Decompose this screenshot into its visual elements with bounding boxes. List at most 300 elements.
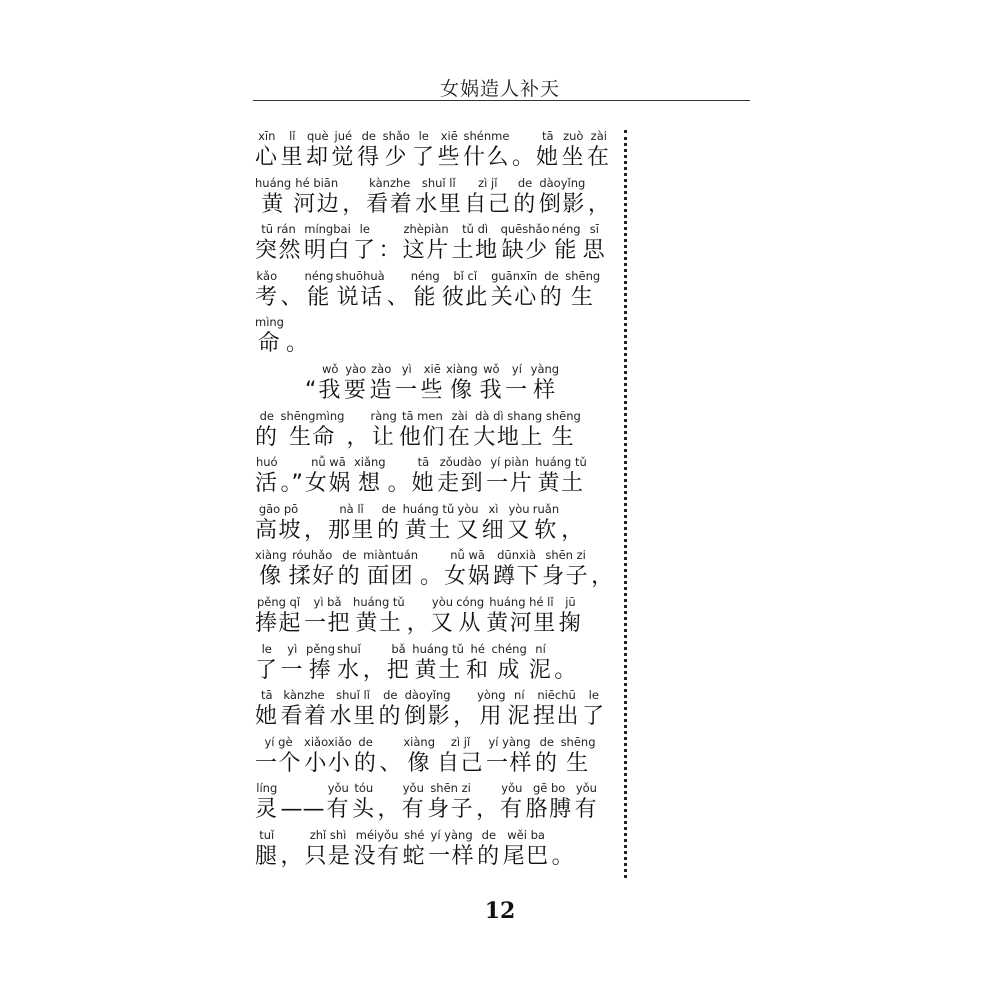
word (415, 175, 462, 218)
hanzi: 高坡 (255, 517, 303, 543)
hanzi: 她 (255, 704, 279, 730)
pinyin: què (306, 129, 329, 143)
word (255, 221, 302, 264)
pinyin: xiǎoxiǎo (304, 734, 352, 749)
pinyin: dà dì shang (475, 408, 543, 423)
hanzi: 看着 (366, 191, 414, 217)
pinyin: de (361, 129, 376, 143)
pinyin (281, 827, 303, 844)
hanzi: 了 (255, 657, 279, 683)
pinyin: shénme (463, 129, 510, 143)
pinyin (388, 454, 410, 471)
hanzi: 活 (255, 471, 279, 497)
hanzi: ， (591, 564, 614, 590)
pinyin: xiàng (445, 361, 478, 376)
pinyin: shuǐ lǐ (336, 688, 370, 703)
hanzi: 只是 (304, 843, 352, 869)
word (403, 827, 427, 870)
hanzi: 一个 (255, 750, 303, 776)
hanzi: 在 (587, 145, 611, 170)
pinyin: ní (514, 688, 525, 703)
word (404, 687, 451, 730)
word (304, 734, 352, 777)
hanzi: 了 (353, 238, 377, 264)
word (437, 734, 484, 777)
hanzi: 走到 (437, 471, 485, 497)
hanzi: 她 (536, 145, 560, 170)
word (255, 268, 279, 311)
word (473, 408, 544, 451)
text-line (255, 827, 617, 874)
pinyin: de (517, 175, 533, 190)
hanzi: ， (453, 704, 476, 730)
pinyin: wǒ (321, 361, 339, 376)
hanzi: 水 (337, 657, 361, 683)
pinyin: xiàng (255, 548, 287, 563)
word (306, 128, 330, 171)
hanzi: 思 (582, 238, 607, 264)
hanzi: 用 (479, 704, 504, 730)
pinyin: niēchū (537, 688, 576, 703)
word (456, 501, 480, 544)
word (508, 687, 532, 730)
word (255, 501, 302, 544)
word (354, 734, 378, 777)
word (533, 501, 559, 544)
hanzi: 身子 (542, 564, 590, 590)
pinyin: zào (371, 361, 392, 376)
text-line (255, 547, 617, 594)
punctuation (378, 780, 400, 823)
hanzi: ， (377, 797, 400, 823)
pinyin: kànzhe (283, 688, 325, 703)
hanzi: 自己 (437, 750, 485, 776)
pinyin: dàoyǐng (539, 175, 586, 190)
word (575, 780, 599, 823)
hanzi: 的 (255, 424, 279, 450)
pinyin: shēng (560, 734, 596, 749)
pinyin: yí (511, 361, 522, 376)
hanzi: 自己 (464, 191, 512, 217)
pinyin: hé (470, 641, 485, 656)
hanzi: 像 (407, 750, 431, 776)
hanzi: 那里 (328, 517, 376, 543)
pinyin: yǒu (327, 781, 349, 796)
hanzi: 在 (447, 424, 472, 450)
pinyin: chéng (491, 641, 527, 656)
pinyin: shǎo (382, 129, 410, 143)
word (503, 827, 550, 870)
pinyin: miàntuán (363, 548, 419, 563)
pinyin: huó (255, 455, 278, 470)
word (328, 501, 375, 544)
text-line (255, 780, 617, 827)
word (539, 175, 586, 218)
pinyin (305, 361, 316, 378)
pinyin (476, 780, 498, 797)
hanzi: 和 (465, 657, 490, 683)
punctuation (407, 594, 429, 637)
pinyin: ní (535, 641, 546, 656)
pinyin: néng (551, 222, 581, 237)
word (289, 547, 336, 590)
pinyin: yǒu (402, 781, 424, 796)
text-line (255, 501, 617, 548)
hanzi: 生命 (288, 424, 336, 450)
word (369, 361, 393, 404)
hanzi: 又 (507, 517, 531, 543)
punctuation (476, 780, 498, 823)
hanzi: 有 (401, 797, 426, 823)
pinyin: huáng tǔ (353, 594, 405, 609)
word (411, 268, 440, 311)
hanzi: 头 (352, 797, 376, 823)
pinyin: ruǎn (532, 501, 560, 516)
pinyin: nà lǐ (339, 501, 364, 516)
text-line (255, 221, 617, 268)
pinyin: tóu (354, 781, 374, 796)
text-line (255, 641, 617, 688)
word (403, 501, 455, 544)
word (420, 361, 444, 404)
hanzi: ， (304, 517, 327, 543)
hanzi: 胳膊 (525, 797, 573, 823)
hanzi: —— (280, 797, 325, 823)
pinyin: dūnxià (497, 548, 537, 563)
hanzi: 命 (257, 331, 282, 357)
word (395, 361, 419, 404)
hanzi: 捏出 (533, 704, 581, 730)
pinyin: huáng tǔ (402, 501, 455, 516)
pinyin: yòu (457, 501, 479, 516)
word (305, 454, 352, 497)
pinyin: yì (401, 361, 412, 376)
pinyin: xiē (440, 129, 458, 143)
word (255, 454, 279, 497)
pinyin: kǎo (256, 268, 278, 283)
hanzi: 黄土 (537, 471, 585, 497)
pinyin: tū rán (261, 222, 296, 237)
word (330, 687, 377, 730)
pinyin: yòng (477, 688, 506, 703)
hanzi: 黄河里 (486, 610, 557, 636)
hanzi: 。 (512, 145, 535, 170)
pinyin (420, 547, 442, 564)
pinyin: tuǐ (259, 827, 275, 842)
word (552, 221, 581, 264)
hanzi: 的 (539, 284, 564, 310)
punctuation (561, 501, 583, 544)
hanzi: 黄土 (404, 517, 452, 543)
hanzi: 一 (394, 377, 419, 403)
word (338, 547, 362, 590)
hanzi: 大地上 (473, 424, 544, 450)
hanzi: 造 (369, 377, 393, 403)
pinyin: zhèpiàn (403, 222, 449, 237)
word (363, 547, 418, 590)
word (281, 687, 328, 730)
pinyin (363, 641, 385, 658)
hanzi: 突然 (255, 238, 303, 264)
text-line (255, 687, 617, 734)
hanzi: 一片 (486, 471, 534, 497)
hanzi: 一 (505, 377, 529, 403)
word (477, 827, 501, 870)
word (337, 641, 361, 684)
pinyin: líng (256, 781, 278, 796)
pinyin: le (359, 222, 370, 237)
hanzi: ， (342, 191, 365, 217)
hanzi: 的 (377, 517, 401, 543)
pinyin: yǒu (575, 781, 597, 796)
punctuation (363, 641, 385, 684)
punctuation (346, 408, 368, 451)
hanzi: 要 (343, 377, 368, 403)
hanzi: ： (378, 238, 401, 264)
hanzi: 掬 (558, 610, 583, 636)
hanzi: 像 (450, 377, 474, 403)
pinyin: tā (260, 688, 273, 703)
hanzi: “ (305, 377, 317, 403)
word (306, 641, 335, 684)
pinyin: de (544, 268, 559, 283)
pinyin: dàoyǐng (404, 688, 451, 703)
word (354, 827, 401, 870)
word (486, 734, 533, 777)
hanzi: 捧起 (255, 610, 303, 636)
pinyin: kànzhe (369, 175, 411, 190)
pinyin: shēngmìng (280, 408, 345, 423)
pinyin (304, 501, 326, 518)
hanzi: 尾巴 (502, 843, 550, 869)
punctuation (420, 547, 442, 590)
word (463, 128, 510, 171)
hanzi: 像 (259, 564, 283, 590)
punctuation (591, 547, 613, 590)
hanzi: 有 (326, 797, 351, 823)
hanzi: 把 (386, 657, 411, 683)
pinyin: xīn (258, 129, 276, 143)
pinyin: tǔ dì (462, 222, 489, 237)
hanzi: 的 (337, 564, 362, 590)
pinyin: méiyǒu (355, 827, 399, 842)
word (357, 128, 381, 171)
hanzi: 的 (477, 843, 501, 869)
pinyin: xiē (423, 361, 441, 376)
dotted-margin-rule (624, 130, 627, 878)
pinyin: néng (304, 268, 334, 283)
hanzi: 关心 (490, 284, 538, 310)
text-line (255, 314, 617, 361)
text-line (255, 268, 617, 315)
word (531, 361, 559, 404)
pinyin (407, 594, 429, 611)
text-line (255, 454, 617, 501)
hanzi: 蛇 (402, 843, 427, 869)
word (437, 128, 461, 171)
hanzi: 又 (430, 610, 455, 636)
pinyin: yòu (431, 594, 454, 609)
hanzi: 腿 (255, 843, 279, 869)
word (546, 408, 581, 451)
word (255, 408, 279, 451)
word (304, 594, 351, 637)
hanzi: 能 (307, 284, 331, 310)
hanzi: 这片 (402, 238, 450, 264)
hanzi: 细 (481, 517, 506, 543)
pinyin: tā (417, 455, 430, 470)
hanzi: 河边 (293, 191, 341, 217)
punctuation (304, 501, 326, 544)
word (587, 128, 611, 171)
pinyin: huáng tǔ (535, 455, 587, 470)
word (482, 501, 506, 544)
hanzi: ， (561, 517, 584, 543)
pinyin (281, 268, 303, 285)
pinyin: guānxīn (491, 268, 538, 283)
punctuation (387, 268, 409, 311)
pinyin (552, 827, 574, 844)
pinyin: tā (541, 129, 554, 143)
pinyin: de (381, 501, 396, 516)
hanzi: 少 (384, 145, 409, 170)
pinyin: jué (334, 129, 353, 143)
pinyin: shēng (545, 408, 581, 423)
word (505, 361, 529, 404)
pinyin: wǒ (483, 361, 500, 376)
punctuation (379, 221, 401, 264)
word (281, 128, 305, 171)
word (305, 827, 352, 870)
hanzi: 灵 (255, 797, 279, 823)
pinyin: shuǐ (337, 641, 361, 656)
pinyin: de (259, 408, 274, 423)
punctuation (379, 734, 401, 777)
punctuation (281, 454, 303, 497)
pinyin: yí gè (264, 734, 293, 749)
hanzi: 水里 (329, 704, 377, 730)
word (281, 641, 305, 684)
pinyin: tā men (401, 408, 443, 423)
pinyin: de (481, 827, 497, 842)
word (533, 687, 580, 730)
word (486, 594, 557, 637)
hanzi: 我 (479, 377, 504, 403)
hanzi: 让 (371, 424, 396, 450)
hanzi: 泥 (507, 704, 532, 730)
hanzi: 一样 (486, 750, 534, 776)
pinyin (588, 175, 610, 192)
word (366, 175, 413, 218)
word (477, 687, 505, 730)
hanzi: 身子 (427, 797, 475, 823)
pinyin: shé (404, 827, 425, 842)
pinyin: yí yàng (488, 734, 531, 749)
pinyin (346, 408, 368, 425)
hanzi: ， (406, 610, 429, 636)
word (448, 408, 472, 451)
pinyin: yǒu (501, 781, 523, 796)
hanzi: 。 (420, 564, 443, 590)
pinyin: gāo pō (258, 501, 299, 516)
word (444, 547, 491, 590)
punctuation (281, 268, 303, 311)
word (428, 827, 475, 870)
punctuation (552, 827, 574, 870)
pinyin: yì bǎ (313, 594, 342, 609)
pinyin: míngbai (304, 222, 351, 237)
hanzi: 看着 (280, 704, 328, 730)
word (293, 175, 340, 218)
text-line (255, 734, 617, 781)
hanzi: 里 (280, 145, 305, 170)
hanzi: 缺少 (501, 238, 549, 264)
punctuation (281, 827, 303, 870)
word (529, 641, 553, 684)
hanzi: 又 (456, 517, 480, 543)
word (412, 641, 464, 684)
pinyin: huáng (255, 175, 292, 190)
pinyin: róuhǎo (292, 548, 333, 563)
word (431, 594, 455, 637)
hanzi: 能 (554, 238, 578, 264)
pinyin (554, 641, 576, 658)
word (255, 687, 279, 730)
hanzi: 。 (551, 843, 574, 869)
pinyin: bǎ (391, 641, 406, 656)
header-rule (253, 100, 750, 101)
word (542, 547, 589, 590)
pinyin: ràng (370, 408, 397, 423)
punctuation (512, 128, 534, 171)
word (540, 268, 564, 311)
pinyin: xì (488, 501, 499, 516)
hanzi: 的 (353, 750, 378, 776)
pinyin: bǐ cǐ (453, 268, 478, 283)
word (255, 128, 279, 171)
pinyin: de (539, 734, 554, 749)
word (327, 780, 351, 823)
word (255, 175, 291, 218)
running-header-title: 女娲造人补天 (439, 78, 560, 100)
pinyin: lǐ (289, 129, 296, 143)
word (281, 408, 345, 451)
hanzi: 蹲下 (493, 564, 541, 590)
pinyin: shuōhuà (335, 268, 385, 283)
pinyin (379, 221, 401, 238)
word (344, 361, 368, 404)
word (318, 361, 342, 404)
hanzi: 黄土 (355, 610, 403, 636)
hanzi: 、 (280, 284, 303, 310)
pinyin: gē bo (532, 781, 566, 796)
word (464, 175, 511, 218)
pinyin: sī (589, 222, 599, 237)
hanzi: 女娲 (304, 471, 352, 497)
hanzi: 没有 (353, 843, 401, 869)
hanzi: 小小 (304, 750, 352, 776)
pinyin: pěng qǐ (256, 594, 301, 609)
hanzi: 有 (500, 797, 524, 823)
pinyin (281, 454, 303, 471)
pinyin: huáng tǔ (412, 641, 464, 656)
word (582, 687, 606, 730)
word (403, 221, 450, 264)
pinyin: hé biān (295, 175, 339, 190)
hanzi: 他们 (398, 424, 446, 450)
hanzi: 倒影 (538, 191, 586, 217)
pinyin: xiǎng (353, 455, 386, 470)
